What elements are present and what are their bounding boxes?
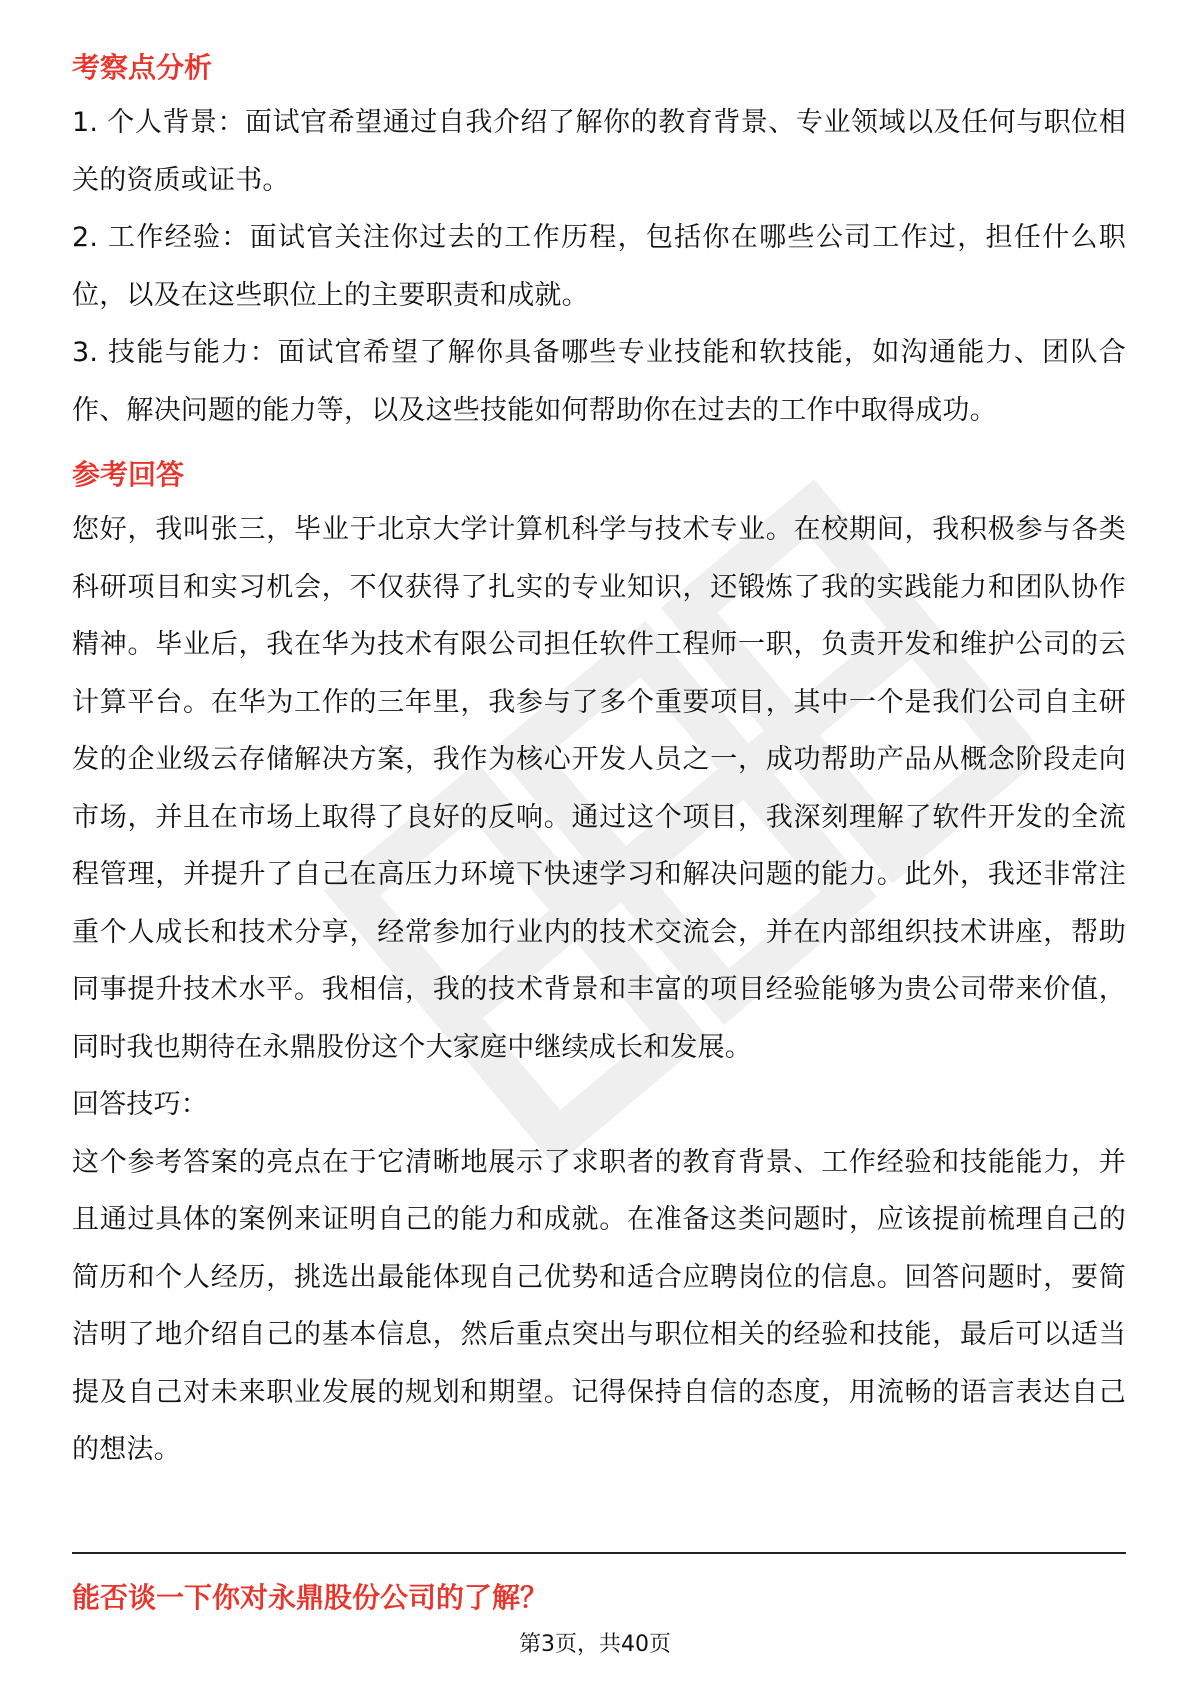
analysis-point: 3. 技能与能力：面试官希望了解你具备哪些专业技能和软技能，如沟通能力、团队合作、解决问题的能力等，以及这些技能如何帮助你在过去的工作中取得成功。 bbox=[72, 337, 1126, 426]
next-question-heading: 能否谈一下你对永鼎股份公司的了解？ bbox=[72, 1581, 549, 1614]
analysis-point: 1. 个人背景：面试官希望通过自我介绍了解你的教育背景、专业领域以及任何与职位相关的资质或证书。 bbox=[72, 107, 1126, 196]
analysis-section bbox=[72, 48, 1126, 439]
analysis-point: 2. 工作经验：面试官关注你过去的工作历程，包括你在哪些公司工作过，担任什么职位，以及在这些职位上的主要职责和成就。 bbox=[72, 222, 1126, 311]
reference-section bbox=[72, 455, 1126, 1479]
reference-heading: 参考回答 bbox=[72, 458, 185, 491]
reference-answer: 您好，我叫张三，毕业于北京大学计算机科学与技术专业。在校期间，我积极参与各类科研项目和实习机会，不仅获得了扎实的专业知识，还锻炼了我的实践能力和团队协作精神。毕业后，我在华为技术有限公司担任软件工程师一职，负责开发和维护公司的云计算平台。在华为工作的三年里，我参与了多个重要项目，其中一个是我们公司自主研发的企业级云存储解决方案，我作为核心开发人员之一，成功帮助产品从概念阶段走向市场，并且在市场上取得了良好的反响。通过这个项目，我深刻理解了软件开发的全流程管理，并提升了自己在高压力环境下快速学习和解决问题的能力。此外，我还非常注重个人成长和技术分享，经常参加行业内的技术交流会，并在内部组织技术讲座，帮助同事提升技术水平。我相信，我的技术背景和丰富的项目经验能够为贵公司带来价值，同时我也期待在永鼎股份这个大家庭中继续成长和发展。 bbox=[72, 514, 1126, 1063]
tips-label: 回答技巧： bbox=[72, 1089, 208, 1120]
document-body bbox=[72, 48, 1126, 1495]
analysis-heading: 考察点分析 bbox=[72, 51, 213, 84]
section-divider bbox=[72, 1552, 1126, 1554]
tips-text: 这个参考答案的亮点在于它清晰地展示了求职者的教育背景、工作经验和技能能力，并且通过具体的案例来证明自己的能力和成就。在准备这类问题时，应该提前梳理自己的简历和个人经历，挑选出最能体现自己优势和适合应聘岗位的信息。回答问题时，要简洁明了地介绍自己的基本信息，然后重点突出与职位相关的经验和技能，最后可以适当提及自己对未来职业发展的规划和期望。记得保持自信的态度，用流畅的语言表达自己的想法。 bbox=[72, 1146, 1126, 1465]
page-number: 第3页，共40页 bbox=[519, 1632, 671, 1657]
